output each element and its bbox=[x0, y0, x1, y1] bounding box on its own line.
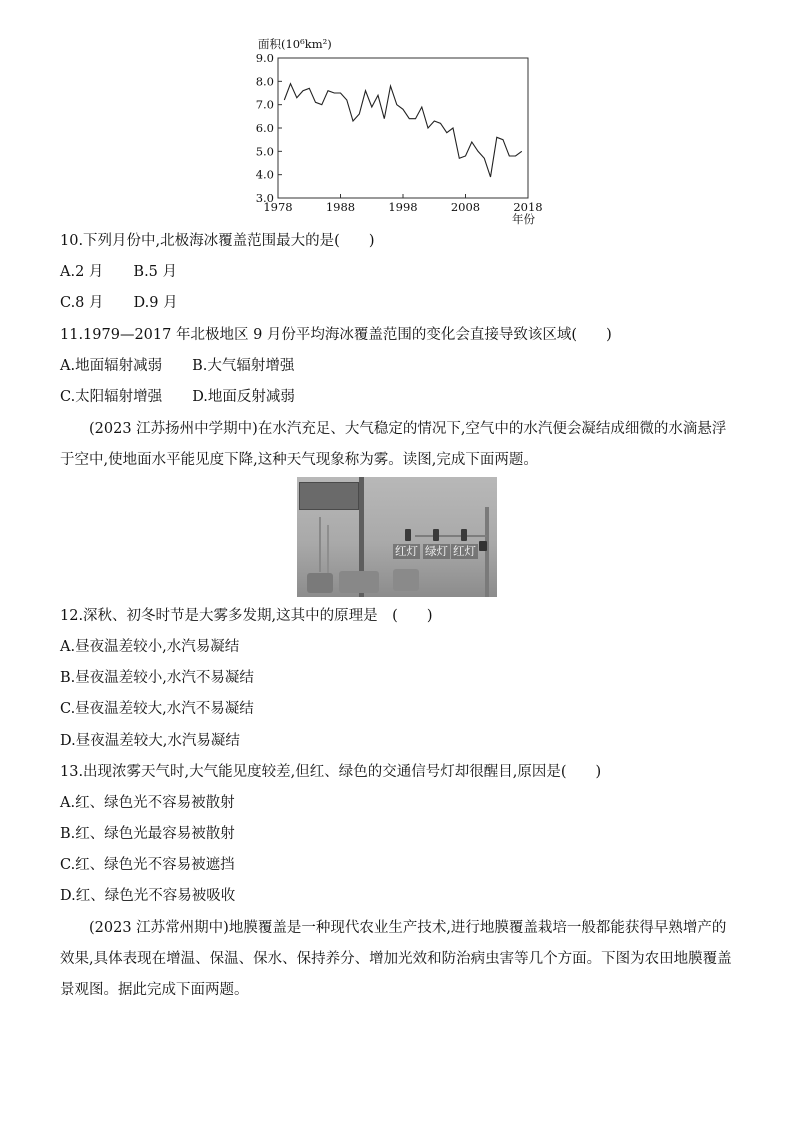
mulch-intro-paragraph: (2023 江苏常州期中)地膜覆盖是一种现代农业生产技术,进行地膜覆盖栽培一般都能获得早熟增产的效果,具体表现在增温、保温、保水、保持养分、增加光效和防治病虫害等几个方面。下图为农田地膜覆盖景观图。据此完成下面两题。 bbox=[60, 920, 732, 998]
q12-option-c[interactable]: C.昼夜温差较大,水汽不易凝结 bbox=[60, 701, 254, 717]
q11-option-a[interactable]: A.地面辐射减弱 bbox=[60, 358, 163, 374]
y-tick-label: 7.0 bbox=[255, 97, 274, 112]
x-tick-label: 1978 bbox=[263, 200, 293, 214]
q10-options-row2 bbox=[60, 293, 178, 313]
q13-option-c[interactable]: C.红、绿色光不容易被遮挡 bbox=[60, 857, 235, 873]
q13-option-d[interactable]: D.红、绿色光不容易被吸收 bbox=[60, 888, 236, 904]
y-tick-label: 9.0 bbox=[255, 51, 274, 65]
fog-intro-paragraph: (2023 江苏扬州中学期中)在水汽充足、大气稳定的情况下,空气中的水汽便会凝结成细微的水滴悬浮于空中,使地面水平能见度下降,这种天气现象称为雾。读图,完成下面两题。 bbox=[60, 421, 727, 468]
q12-option-d[interactable]: D.昼夜温差较大,水汽易凝结 bbox=[60, 733, 240, 749]
q11-options-row1 bbox=[60, 356, 294, 376]
x-tick-label: 1988 bbox=[325, 200, 356, 214]
y-tick-label: 4.0 bbox=[255, 167, 274, 182]
y-tick-label: 3.0 bbox=[255, 191, 274, 205]
q11-stem: 11.1979—2017 年北极地区 9 月份平均海冰覆盖范围的变化会直接导致该区域( ) bbox=[60, 327, 612, 343]
photo-label-green: 绿灯 bbox=[425, 544, 448, 558]
q11-option-d[interactable]: D.地面反射减弱 bbox=[192, 389, 295, 405]
q11-option-b[interactable]: B.大气辐射增强 bbox=[192, 358, 295, 374]
q10-option-b[interactable]: B.5 月 bbox=[133, 264, 178, 280]
sea-ice-series-line bbox=[284, 84, 522, 177]
q12-option-b[interactable]: B.昼夜温差较小,水汽不易凝结 bbox=[60, 670, 254, 686]
y-tick-label: 8.0 bbox=[255, 74, 274, 89]
x-tick-label: 2008 bbox=[450, 200, 481, 214]
y-tick-label: 5.0 bbox=[255, 144, 274, 159]
y-axis-label: 面积(10⁶km²) bbox=[258, 37, 332, 51]
q10-option-d[interactable]: D.9 月 bbox=[133, 295, 178, 311]
photo-label-red-1: 红灯 bbox=[395, 544, 418, 558]
x-ticks bbox=[263, 194, 542, 214]
foggy-traffic-photo bbox=[297, 477, 497, 597]
q13-option-b[interactable]: B.红、绿色光最容易被散射 bbox=[60, 826, 235, 842]
q10-stem: 10.下列月份中,北极海冰覆盖范围最大的是( ) bbox=[60, 233, 375, 249]
x-axis-label: 年份 bbox=[512, 212, 535, 226]
sea-ice-area-chart bbox=[250, 32, 550, 227]
x-tick-label: 2018 bbox=[513, 200, 543, 214]
q11-option-c[interactable]: C.太阳辐射增强 bbox=[60, 389, 163, 405]
q11-options-row2 bbox=[60, 387, 295, 407]
photo-label-red-2: 红灯 bbox=[453, 544, 476, 558]
q12-option-a[interactable]: A.昼夜温差较小,水汽易凝结 bbox=[60, 639, 240, 655]
q10-option-c[interactable]: C.8 月 bbox=[60, 295, 104, 311]
q13-stem: 13.出现浓雾天气时,大气能见度较差,但红、绿色的交通信号灯却很醒目,原因是( ) bbox=[60, 764, 602, 780]
x-tick-label: 1998 bbox=[388, 200, 418, 214]
q10-option-a[interactable]: A.2 月 bbox=[60, 264, 104, 280]
q10-options-row1 bbox=[60, 262, 177, 282]
y-tick-label: 6.0 bbox=[255, 121, 274, 135]
q12-stem: 12.深秋、初冬时节是大雾多发期,这其中的原理是 ( ) bbox=[60, 608, 433, 624]
q13-option-a[interactable]: A.红、绿色光不容易被散射 bbox=[60, 795, 235, 811]
